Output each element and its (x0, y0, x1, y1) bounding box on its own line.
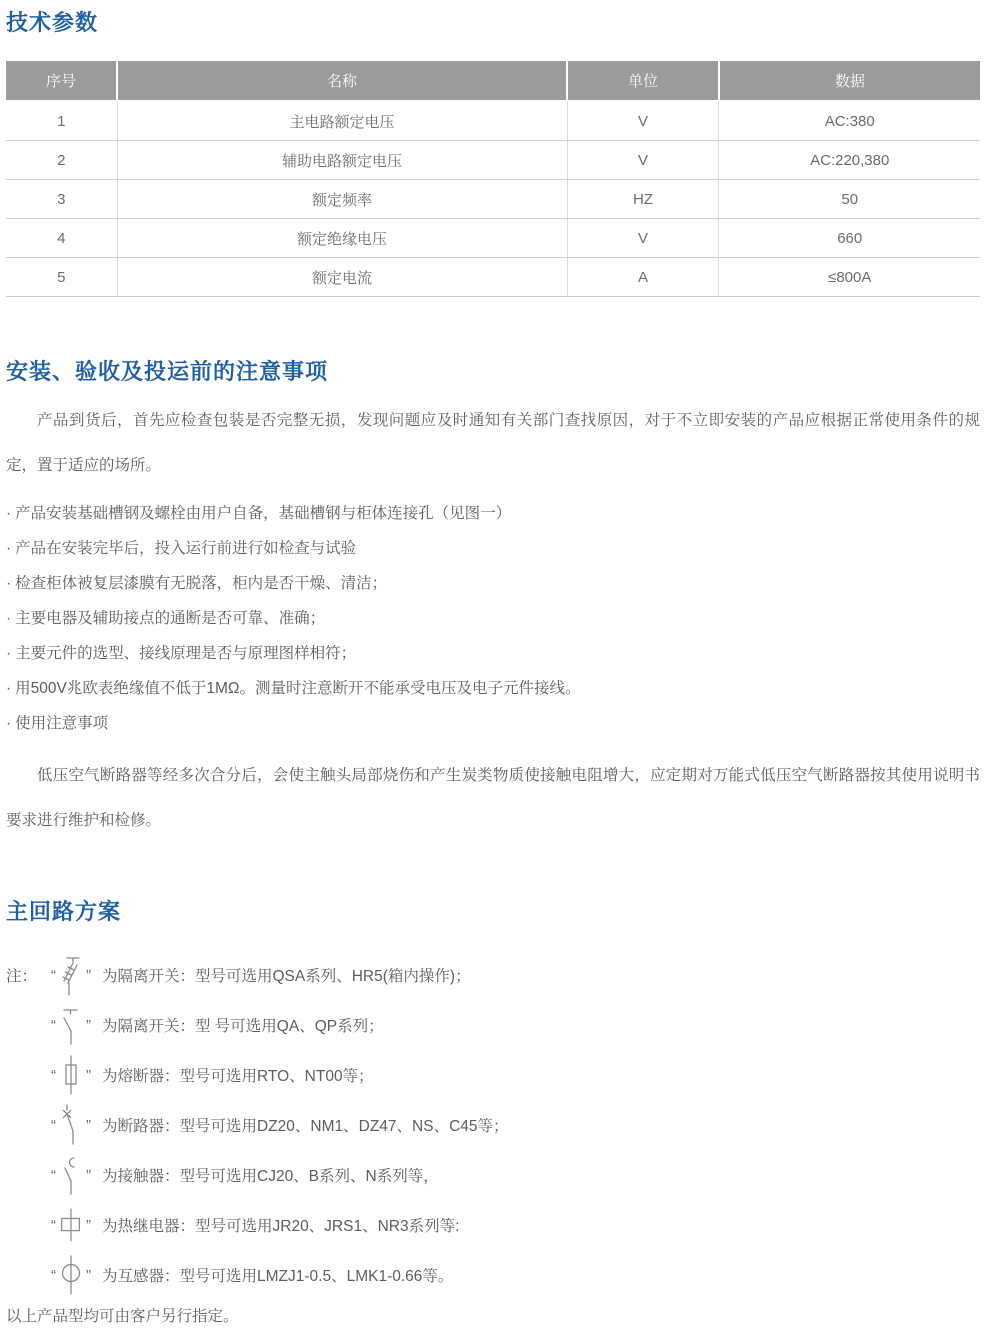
open-quote: “ (51, 1166, 56, 1184)
open-quote: “ (51, 1016, 56, 1034)
table-row (6, 101, 980, 141)
thermal-relay-icon (57, 1204, 85, 1246)
table-row (6, 180, 980, 219)
install-bullet-item (6, 706, 980, 741)
close-quote: ” (86, 1066, 91, 1084)
table-cell: 额定绝缘电压 (117, 219, 567, 258)
install-bullet-item (6, 531, 980, 566)
bullet-marker: · (6, 680, 12, 697)
table-cell: 660 (719, 219, 980, 258)
open-quote: “ (51, 1116, 56, 1134)
bullet-marker: · (6, 645, 12, 662)
isolator-switch-icon (57, 1002, 85, 1048)
section-title-main-circuit: 主回路方案 (6, 899, 122, 924)
table-cell: 50 (719, 180, 980, 219)
table-header-cell: 数据 (719, 61, 980, 101)
table-cell: 额定频率 (117, 180, 567, 219)
circuit-note-row (6, 1000, 980, 1050)
table-cell: AC:220,380 (719, 141, 980, 180)
table-cell: 主电路额定电压 (117, 101, 567, 141)
close-quote: ” (86, 1216, 91, 1234)
bullet-marker: · (6, 540, 12, 557)
bullet-text: 产品在安装完毕后，投入运行前进行如检查与试验 (15, 540, 357, 557)
bullet-marker: · (6, 575, 12, 592)
bullet-marker: · (6, 610, 12, 627)
circuit-note-row (6, 1150, 980, 1200)
bullet-marker: · (6, 715, 12, 732)
table-header-row (6, 61, 980, 101)
table-cell: HZ (567, 180, 719, 219)
table-cell: 辅助电路额定电压 (117, 141, 567, 180)
bullet-text: 产品安装基础槽钢及螺栓由用户自备，基础槽钢与柜体连接孔（见图一） (15, 505, 512, 522)
install-bullet-item (6, 601, 980, 636)
circuit-note-row (6, 1100, 980, 1150)
close-quote: ” (86, 1016, 91, 1034)
close-quote: ” (86, 966, 91, 984)
bullet-text: 检查柜体被复层漆膜有无脱落，柜内是否干燥、清洁； (15, 575, 388, 592)
table-cell: 4 (6, 219, 117, 258)
fuse-icon (57, 1052, 85, 1098)
close-quote: ” (86, 1166, 91, 1184)
bullet-marker: · (6, 505, 12, 522)
note-prefix: 注： (6, 968, 38, 985)
install-bullet-item (6, 671, 980, 706)
note-text: 为互感器：型号可选用LMZJ1-0.5、LMK1-0.66等。 (102, 1268, 454, 1285)
close-quote: ” (86, 1116, 91, 1134)
note-text: 为接触器：型号可选用CJ20、B系列、N系列等， (102, 1168, 439, 1185)
note-text: 为隔离开关：型号可选用QSA系列、HR5(箱内操作)； (102, 968, 471, 985)
table-cell: A (567, 258, 719, 297)
section-title-install: 安装、验收及投运前的注意事项 (6, 359, 329, 384)
section-title-tech-params: 技术参数 (6, 10, 99, 35)
bullet-text: 用500V兆欧表绝缘值不低于1MΩ。测量时注意断开不能承受电压及电子元件接线。 (15, 680, 581, 697)
fused-isolator-switch-icon (57, 952, 85, 998)
tech-params-table (6, 61, 980, 297)
open-quote: “ (51, 1216, 56, 1234)
install-bullet-item (6, 566, 980, 601)
note-text: 为断路器：型号可选用DZ20、NM1、DZ47、NS、C45等； (102, 1118, 509, 1135)
install-intro-paragraph: 产品到货后，首先应检查包装是否完整无损，发现问题应及时通知有关部门查找原因，对于不立即安装的产品应根据正常使用条件的规定，置于适应的场所。 (6, 412, 980, 474)
open-quote: “ (51, 1266, 56, 1284)
open-quote: “ (51, 1066, 56, 1084)
table-header-cell: 序号 (6, 61, 117, 101)
table-cell: 2 (6, 141, 117, 180)
bullet-text: 主要电器及辅助接点的通断是否可靠、准确； (15, 610, 326, 627)
install-closing-paragraph: 低压空气断路器等经多次合分后，会使主触头局部烧伤和产生炭类物质使接触电阻增大，应定期对万能式低压空气断路器按其使用说明书要求进行维护和检修。 (6, 767, 980, 829)
table-row (6, 141, 980, 180)
note-text: 为熔断器：型号可选用RTO、NT00等； (102, 1068, 374, 1085)
table-cell: 3 (6, 180, 117, 219)
table-header-cell: 名称 (117, 61, 567, 101)
table-cell: V (567, 101, 719, 141)
install-bullet-item (6, 636, 980, 671)
table-row (6, 258, 980, 297)
circuit-note-row (6, 1200, 980, 1250)
table-cell: V (567, 141, 719, 180)
table-cell: ≤800A (719, 258, 980, 297)
table-body (6, 101, 980, 297)
open-quote: “ (51, 966, 56, 984)
current-transformer-icon (57, 1252, 85, 1298)
install-bullet-list (6, 496, 980, 741)
circuit-breaker-icon (57, 1102, 85, 1148)
table-header-cell: 单位 (567, 61, 719, 101)
circuit-note-row (6, 950, 980, 1000)
table-cell: 额定电流 (117, 258, 567, 297)
contactor-icon (57, 1152, 85, 1198)
circuit-note-row (6, 1050, 980, 1100)
table-cell: 5 (6, 258, 117, 297)
table-cell: 1 (6, 101, 117, 141)
bullet-text: 主要元件的选型、接线原理是否与原理图样相符； (15, 645, 357, 662)
bullet-text: 使用注意事项 (15, 715, 109, 732)
note-text: 为热继电器：型号可选用JR20、JRS1、NR3系列等: (102, 1218, 460, 1235)
install-bullet-item (6, 496, 980, 531)
table-row (6, 219, 980, 258)
circuit-note-row (6, 1250, 980, 1300)
circuit-note-list (6, 950, 980, 1300)
table-cell: V (567, 219, 719, 258)
table-cell: AC:380 (719, 101, 980, 141)
note-text: 为隔离开关：型 号可选用QA、QP系列； (102, 1018, 384, 1035)
close-quote: ” (86, 1266, 91, 1284)
circuit-footer-note: 以上产品型均可由客户另行指定。 (6, 1308, 239, 1325)
